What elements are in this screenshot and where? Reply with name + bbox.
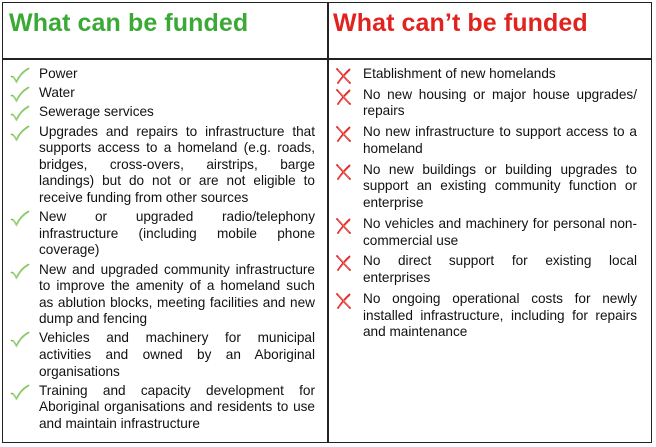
cross-icon bbox=[333, 217, 355, 235]
check-icon bbox=[9, 210, 31, 228]
funded-list bbox=[9, 66, 315, 435]
not-funded-item-text: Etablishment of new homelands bbox=[363, 66, 556, 81]
not-funded-item-text: No new infrastructure to support access to a homeland bbox=[363, 124, 637, 156]
check-icon bbox=[9, 384, 31, 402]
not-funded-list bbox=[333, 66, 637, 345]
funded-item bbox=[9, 330, 315, 380]
not-funded-item bbox=[333, 216, 637, 249]
funded-item bbox=[9, 85, 315, 102]
cross-icon bbox=[333, 125, 355, 143]
funded-item-text: Sewerage services bbox=[39, 104, 154, 120]
funded-heading: What can be funded bbox=[9, 9, 249, 37]
cross-icon bbox=[333, 88, 355, 106]
funded-item-text: New and upgraded community infrastructure to improve the amenity of a homeland such as ablution blocks, meeting facilities and new dump and fencing bbox=[39, 261, 315, 327]
funded-item-text: Vehicles and machinery for municipal activities and owned by an Aboriginal organisations bbox=[39, 330, 315, 379]
funded-item bbox=[9, 124, 315, 207]
check-icon bbox=[9, 331, 31, 349]
not-funded-item bbox=[333, 66, 637, 83]
check-icon bbox=[9, 86, 31, 104]
funding-table bbox=[2, 2, 652, 443]
not-funded-item-text: No ongoing operational costs for newly installed infrastructure, including for repairs and maintenance bbox=[363, 290, 637, 340]
funded-item-text: Power bbox=[39, 66, 78, 81]
not-funded-item-text: No new housing or major house upgrades/ repairs bbox=[363, 86, 637, 119]
funded-item-text: Water bbox=[39, 85, 75, 101]
cross-icon bbox=[333, 254, 355, 272]
cross-icon bbox=[333, 292, 355, 310]
funded-item-text: Upgrades and repairs to infrastructure that supports access to a homeland (e.g. roads, bridges, cross-overs, airstrips, barge landings) but do not or are not eligible to receive funding from other sources bbox=[39, 123, 315, 205]
cross-icon bbox=[333, 163, 355, 181]
cross-icon bbox=[333, 67, 355, 85]
not-funded-item-text: No new buildings or building upgrades to support an existing community function or enterprise bbox=[363, 161, 637, 211]
check-icon bbox=[9, 105, 31, 123]
funded-item-text: Training and capacity development for Aboriginal organisations and residents to use and maintain infrastructure bbox=[39, 382, 315, 432]
column-divider bbox=[327, 3, 329, 442]
funded-item-text: New or upgraded radio/telephony infrastructure (including mobile phone coverage) bbox=[39, 209, 315, 258]
not-funded-item bbox=[333, 87, 637, 120]
funded-item bbox=[9, 66, 315, 83]
check-icon bbox=[9, 67, 31, 85]
check-icon bbox=[9, 125, 31, 143]
funded-item bbox=[9, 383, 315, 433]
not-funded-item bbox=[333, 291, 637, 341]
not-funded-item-text: No vehicles and machinery for personal non-commercial use bbox=[363, 215, 637, 248]
not-funded-heading: What can’t be funded bbox=[333, 9, 588, 37]
not-funded-item-text: No direct support for existing local enterprises bbox=[363, 253, 637, 286]
funded-item bbox=[9, 209, 315, 259]
funded-item bbox=[9, 262, 315, 328]
funded-item bbox=[9, 104, 315, 121]
check-icon bbox=[9, 263, 31, 281]
not-funded-item bbox=[333, 253, 637, 286]
not-funded-item bbox=[333, 162, 637, 212]
header-divider bbox=[3, 58, 651, 60]
not-funded-item bbox=[333, 124, 637, 157]
